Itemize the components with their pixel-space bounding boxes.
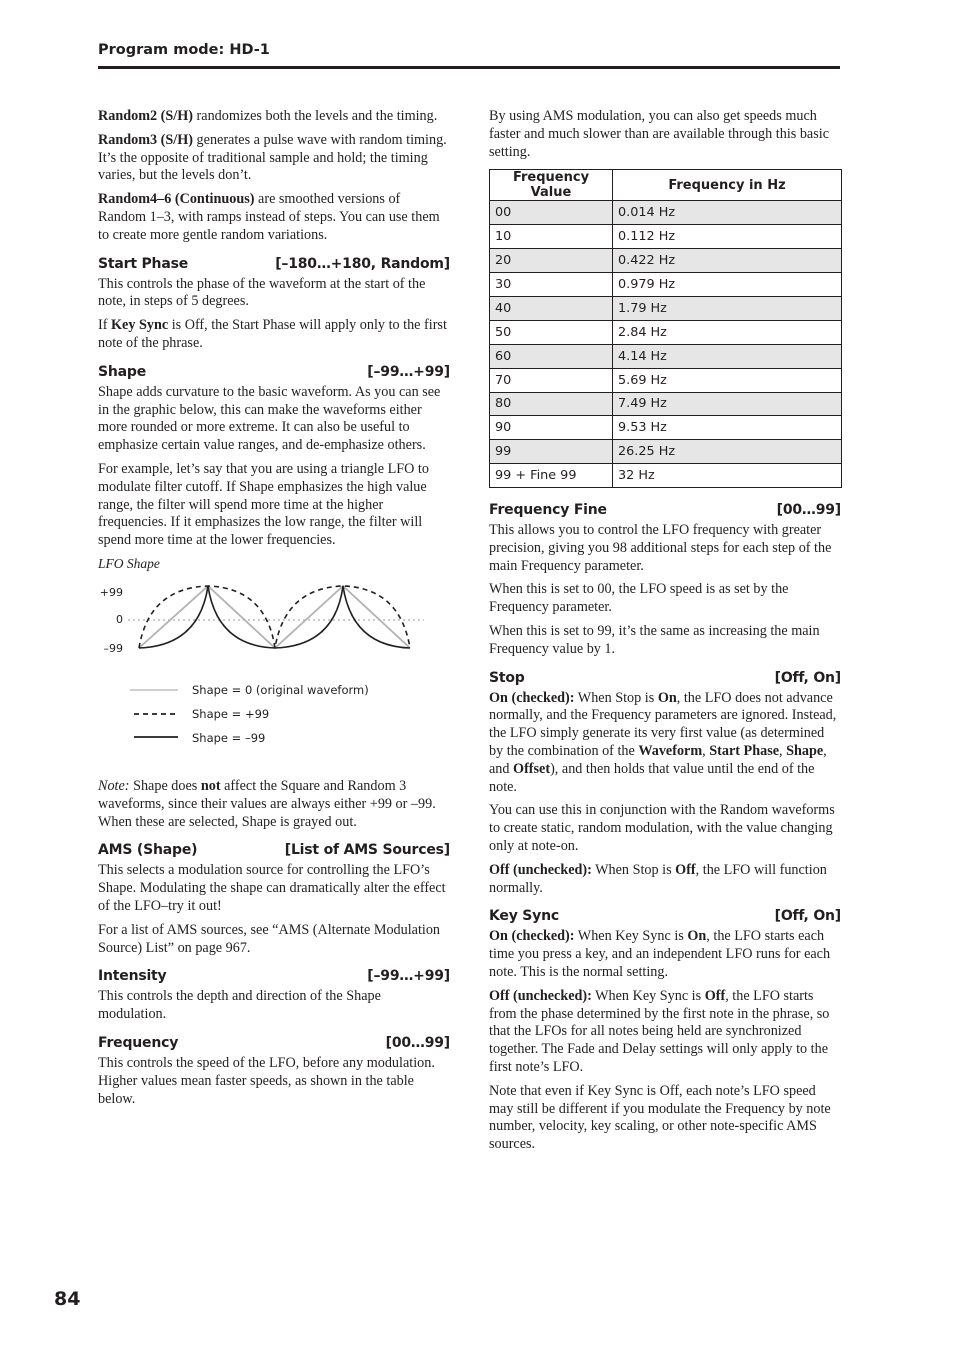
frequency-value-cell: 00	[490, 201, 613, 225]
key-sync-heading: Key Sync [Off, On]	[489, 908, 841, 925]
table-row	[490, 368, 842, 392]
frequency-hz-cell: 5.69 Hz	[613, 368, 842, 392]
y-label-plus: +99	[99, 585, 123, 599]
table-row	[490, 249, 842, 273]
random3-paragraph: Random3 (S/H) generates a pulse wave with random timing. It’s the opposite of traditional sample and hold; the timing varies, but the levels don’t.	[98, 131, 447, 184]
start-phase-p1: This controls the phase of the waveform at the start of the note, in steps of 5 degrees.	[98, 275, 426, 310]
table-row	[490, 344, 842, 368]
frequency-value-cell: 99 + Fine 99	[490, 464, 613, 488]
frequency-hz-cell: 26.25 Hz	[613, 440, 842, 464]
frequency-hz-cell: 7.49 Hz	[613, 392, 842, 416]
table-header-row	[490, 170, 842, 201]
frequency-hz-cell: 32 Hz	[613, 464, 842, 488]
right-column	[489, 108, 841, 1160]
frequency-value-cell: 99	[490, 440, 613, 464]
frequency-hz-cell: 4.14 Hz	[613, 344, 842, 368]
legend-plus-label: Shape = +99	[192, 706, 270, 721]
frequency-value-cell: 50	[490, 320, 613, 344]
key-sync-off-paragraph: Off (unchecked): When Key Sync is Off, the LFO starts from the phase determined by the first note in the phrase, so that the LFOs for all notes being held are synchronized together. The Fade and Delay settings will only apply to the first note’s LFO.	[489, 987, 830, 1075]
frequency-hz-cell: 0.422 Hz	[613, 249, 842, 273]
legend-original-label: Shape = 0 (original waveform)	[192, 682, 369, 697]
header-rule	[98, 66, 840, 69]
ams-shape-p1: This selects a modulation source for controlling the LFO’s Shape. Modulating the shape can dramatically alter the effect of the LFO–try it out!	[98, 862, 446, 914]
figure-caption: LFO Shape	[98, 555, 160, 571]
table-row	[490, 201, 842, 225]
frequency-value-cell: 80	[490, 392, 613, 416]
frequency-fine-p2: When this is set to 00, the LFO speed is as set by the Frequency parameter.	[489, 581, 789, 616]
intensity-heading: Intensity [–99…+99]	[98, 968, 450, 985]
frequency-table	[489, 169, 842, 488]
table-row	[490, 392, 842, 416]
shape-minus99-line	[139, 586, 410, 648]
frequency-hz-cell: 2.84 Hz	[613, 320, 842, 344]
start-phase-p2: If Key Sync is Off, the Start Phase will apply only to the first note of the phrase.	[98, 317, 447, 351]
lfo-shape-figure	[98, 580, 450, 770]
table-row	[490, 296, 842, 320]
ams-shape-heading: AMS (Shape) [List of AMS Sources]	[98, 842, 450, 859]
frequency-hz-cell: 0.014 Hz	[613, 201, 842, 225]
left-column	[98, 108, 450, 1114]
y-label-minus: –99	[103, 641, 123, 655]
page-header-title: Program mode: HD-1	[98, 42, 270, 58]
y-label-zero: 0	[116, 612, 123, 626]
table-row	[490, 464, 842, 488]
frequency-hz-cell: 9.53 Hz	[613, 416, 842, 440]
frequency-p1: This controls the speed of the LFO, before any modulation. Higher values mean faster speeds, as shown in the table below.	[98, 1054, 435, 1107]
frequency-hz-cell: 1.79 Hz	[613, 296, 842, 320]
frequency-value-cell: 90	[490, 416, 613, 440]
frequency-heading: Frequency [00…99]	[98, 1034, 450, 1051]
key-sync-on-paragraph: On (checked): When Key Sync is On, the LFO starts each time you press a key, and an independent LFO runs for each note. This is the normal setting.	[489, 928, 831, 981]
page-number: 84	[54, 1288, 81, 1310]
random46-paragraph: Random4–6 (Continuous) are smoothed versions of Random 1–3, with ramps instead of steps. You can use them to create more gentle random variations.	[98, 191, 440, 243]
frequency-fine-p1: This allows you to control the LFO frequency with greater precision, giving you 98 additional steps for each step of the main Frequency parameter.	[489, 522, 832, 574]
shape-p2: For example, let’s say that you are using a triangle LFO to modulate filter cutoff. If Shape emphasizes the high value range, the filter will spend more time at the higher frequencies. If it emphasizes the low range, the filter will spend more time at the lower frequencies.	[98, 460, 429, 549]
frequency-fine-p3: When this is set to 99, it’s the same as increasing the main Frequency value by 1.	[489, 623, 820, 657]
frequency-hz-cell: 0.112 Hz	[613, 225, 842, 249]
frequency-value-cell: 60	[490, 344, 613, 368]
table-row	[490, 320, 842, 344]
frequency-value-cell: 20	[490, 249, 613, 273]
lfo-shape-svg	[98, 580, 450, 770]
shape-p1: Shape adds curvature to the basic waveform. As you can see in the graphic below, this can make the waveforms either more rounded or more extreme. It can also be useful to emphasize certain value ranges, and de-emphasize others.	[98, 383, 441, 454]
frequency-fine-heading: Frequency Fine [00…99]	[489, 502, 841, 519]
shape-heading: Shape [–99…+99]	[98, 363, 450, 380]
frequency-value-cell: 10	[490, 225, 613, 249]
table-header-cell: Frequency Value	[490, 170, 613, 201]
frequency-value-cell: 70	[490, 368, 613, 392]
table-row	[490, 440, 842, 464]
random2-paragraph: Random2 (S/H) randomizes both the levels and the timing.	[98, 108, 438, 124]
shape-plus99-line	[139, 586, 410, 648]
original-waveform-line	[139, 586, 410, 648]
legend-minus-label: Shape = –99	[192, 730, 266, 745]
key-sync-p3: Note that even if Key Sync is Off, each note’s LFO speed may still be different if you modulate the Frequency by note number, velocity, key scaling, or other note-specific AMS sources.	[489, 1082, 831, 1153]
ams-shape-p2: For a list of AMS sources, see “AMS (Alternate Modulation Source) List” on page 967.	[98, 921, 441, 956]
table-row	[490, 273, 842, 297]
stop-off-paragraph: Off (unchecked): When Stop is Off, the LFO will function normally.	[489, 861, 827, 896]
frequency-value-cell: 30	[490, 273, 613, 297]
stop-p2: You can use this in conjunction with the Random waveforms to create static, random modulation, with the value changing only at note-on.	[489, 802, 835, 855]
intensity-p1: This controls the depth and direction of the Shape modulation.	[98, 988, 381, 1023]
table-header-cell: Frequency in Hz	[613, 170, 842, 201]
ams-intro-paragraph: By using AMS modulation, you can also get speeds much faster and much slower than are available through this basic setting.	[489, 108, 829, 160]
start-phase-heading: Start Phase [–180…+180, Random]	[98, 255, 450, 272]
frequency-hz-cell: 0.979 Hz	[613, 273, 842, 297]
stop-heading: Stop [Off, On]	[489, 669, 841, 686]
table-row	[490, 416, 842, 440]
table-row	[490, 225, 842, 249]
frequency-value-cell: 40	[490, 296, 613, 320]
note-paragraph: Note: Shape does not affect the Square and Random 3 waveforms, since their values are always either +99 or –99. When these are selected, Shape is grayed out.	[98, 777, 436, 830]
stop-on-paragraph: On (checked): When Stop is On, the LFO does not advance normally, and the Frequency parameters are ignored. Instead, the LFO simply generate its very first value (as determined by the combination of the Waveform, Start Phase, Shape, and Offset), and then holds that value until the end of the note.	[489, 689, 837, 795]
